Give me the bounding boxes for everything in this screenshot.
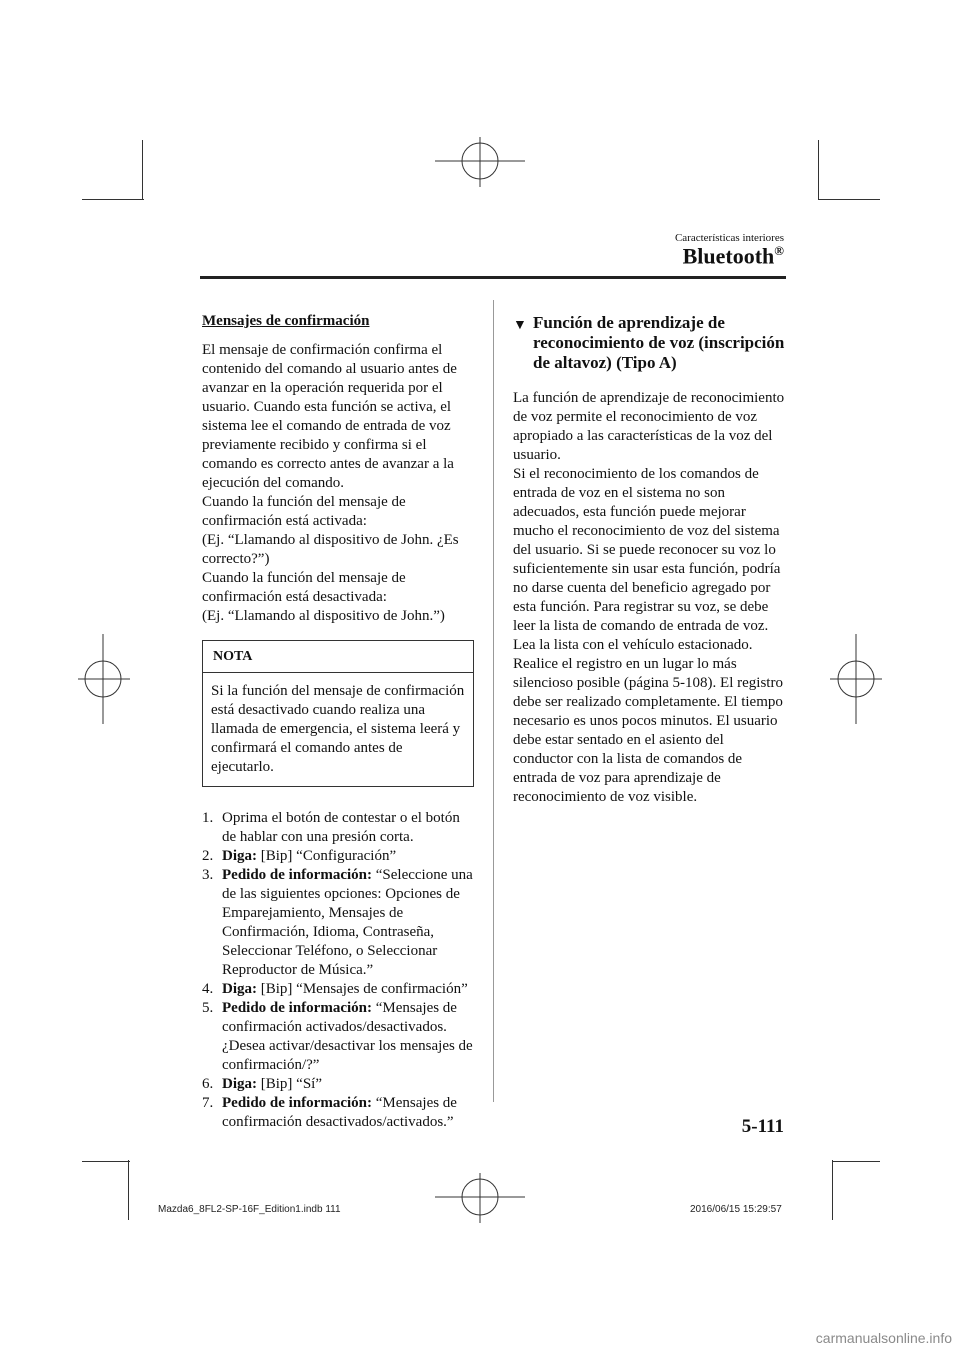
list-item [202,847,474,866]
note-box [202,640,474,787]
step-number: 4. [202,981,214,997]
step-lead: Pedido de información: [222,1000,372,1016]
step-text: “Seleccione una de las siguientes opciones: Opciones de Emparejamiento, Mensajes de Confirmación, Idioma, Contraseña, Seleccionar Teléfono, o Seleccionar Reproductor de Música.” [222,867,473,978]
step-number: 1. [202,810,214,826]
list-item [202,809,474,847]
step-text: [Bip] “Mensajes de confirmación” [257,981,468,997]
registered-mark: ® [774,243,784,258]
note-text: Si la función del mensaje de confirmación está desactivado cuando realiza una llamada de emergencia, el sistema leerá y confirmará el comando antes de ejecutarlo. [211,683,465,775]
footer-timestamp: 2016/06/15 15:29:57 [690,1204,782,1215]
step-number: 6. [202,1076,214,1092]
header-rule [200,276,786,279]
watermark: carmanualsonline.info [815,1330,952,1346]
list-item [202,866,474,980]
step-lead: Pedido de información: [222,1095,372,1111]
step-lead: Diga: [222,848,257,864]
step-number: 5. [202,1000,214,1016]
registration-mark-bottom [435,1173,525,1223]
list-item [202,999,474,1075]
note-label: NOTA [203,641,473,673]
paragraph: La función de aprendizaje de reconocimiento de voz permite el reconocimiento de voz apropiado a las características de la voz del usuario. [513,390,785,463]
column-divider [493,300,494,1102]
subsection-heading: Mensajes de confirmación [202,313,370,329]
step-lead: Diga: [222,981,257,997]
footer-file: Mazda6_8FL2-SP-16F_Edition1.indb 111 [158,1204,341,1215]
paragraph: (Ej. “Llamando al dispositivo de John. ¿Es correcto?”) [202,532,459,567]
left-column [202,312,474,1132]
triangle-marker-icon: ▼ [513,318,527,333]
section-heading-text: Función de aprendizaje de reconocimiento de voz (inscripción de altavoz) (Tipo A) [533,313,785,372]
paragraph: (Ej. “Llamando al dispositivo de John.”) [202,608,445,624]
step-lead: Diga: [222,1076,257,1092]
step-lead: Pedido de información: [222,867,372,883]
page-title-text: Bluetooth [682,243,775,269]
page-number: 5-111 [741,1116,784,1137]
page-title [683,243,784,269]
list-item [202,1094,474,1132]
step-text: “Mensajes de confirmación activados/desactivados. ¿Desea activar/desactivar los mensajes de confirmación/?” [222,1000,473,1073]
list-item [202,1075,474,1094]
paragraph: Cuando la función del mensaje de confirmación está desactivada: [202,570,406,605]
section-title: Características interiores [674,232,784,244]
step-text: [Bip] “Configuración” [257,848,397,864]
registration-mark-top [435,137,525,187]
step-number: 2. [202,848,214,864]
list-item [202,980,474,999]
step-number: 7. [202,1095,214,1111]
registration-mark-right [830,634,882,724]
registration-mark-left [78,634,130,724]
paragraph: Cuando la función del mensaje de confirmación está activada: [202,494,406,529]
paragraph: El mensaje de confirmación confirma el contenido del comando al usuario antes de avanzar en la operación requerida por el usuario. Cuando esta función se activa, el sistema lee el comando de entrada de voz previamente recibido y confirma si el comando es correcto antes de avanzar a la ejecución del comando. [202,342,457,491]
step-text: Oprima el botón de contestar o el botón de hablar con una presión corta. [222,810,460,845]
section-heading [513,313,785,373]
step-text: [Bip] “Sí” [257,1076,322,1092]
paragraph: Si el reconocimiento de los comandos de entrada de voz en el sistema no son adecuados, esta función puede mejorar mucho el reconocimiento de voz del sistema del usuario. Si se puede reconocer su voz lo suficientemente sin usar esta función, podría no darse cuenta del beneficio agregado por esta función. Para registrar su voz, se debe leer la lista de comando de entrada de voz. Lea la lista con el vehículo estacionado. Realice el registro en un lugar lo más silencioso posible (página 5-108). El registro debe ser realizado completamente. El tiempo necesario es unos pocos minutos. El usuario debe estar sentado en el asiento del conductor con la lista de comandos de entrada de voz para aprendizaje de reconocimiento de voz visible. [513,466,783,805]
steps-list [202,809,474,1132]
step-text: “Mensajes de confirmación desactivados/activados.” [222,1095,457,1130]
right-column [513,313,785,807]
step-number: 3. [202,867,214,883]
